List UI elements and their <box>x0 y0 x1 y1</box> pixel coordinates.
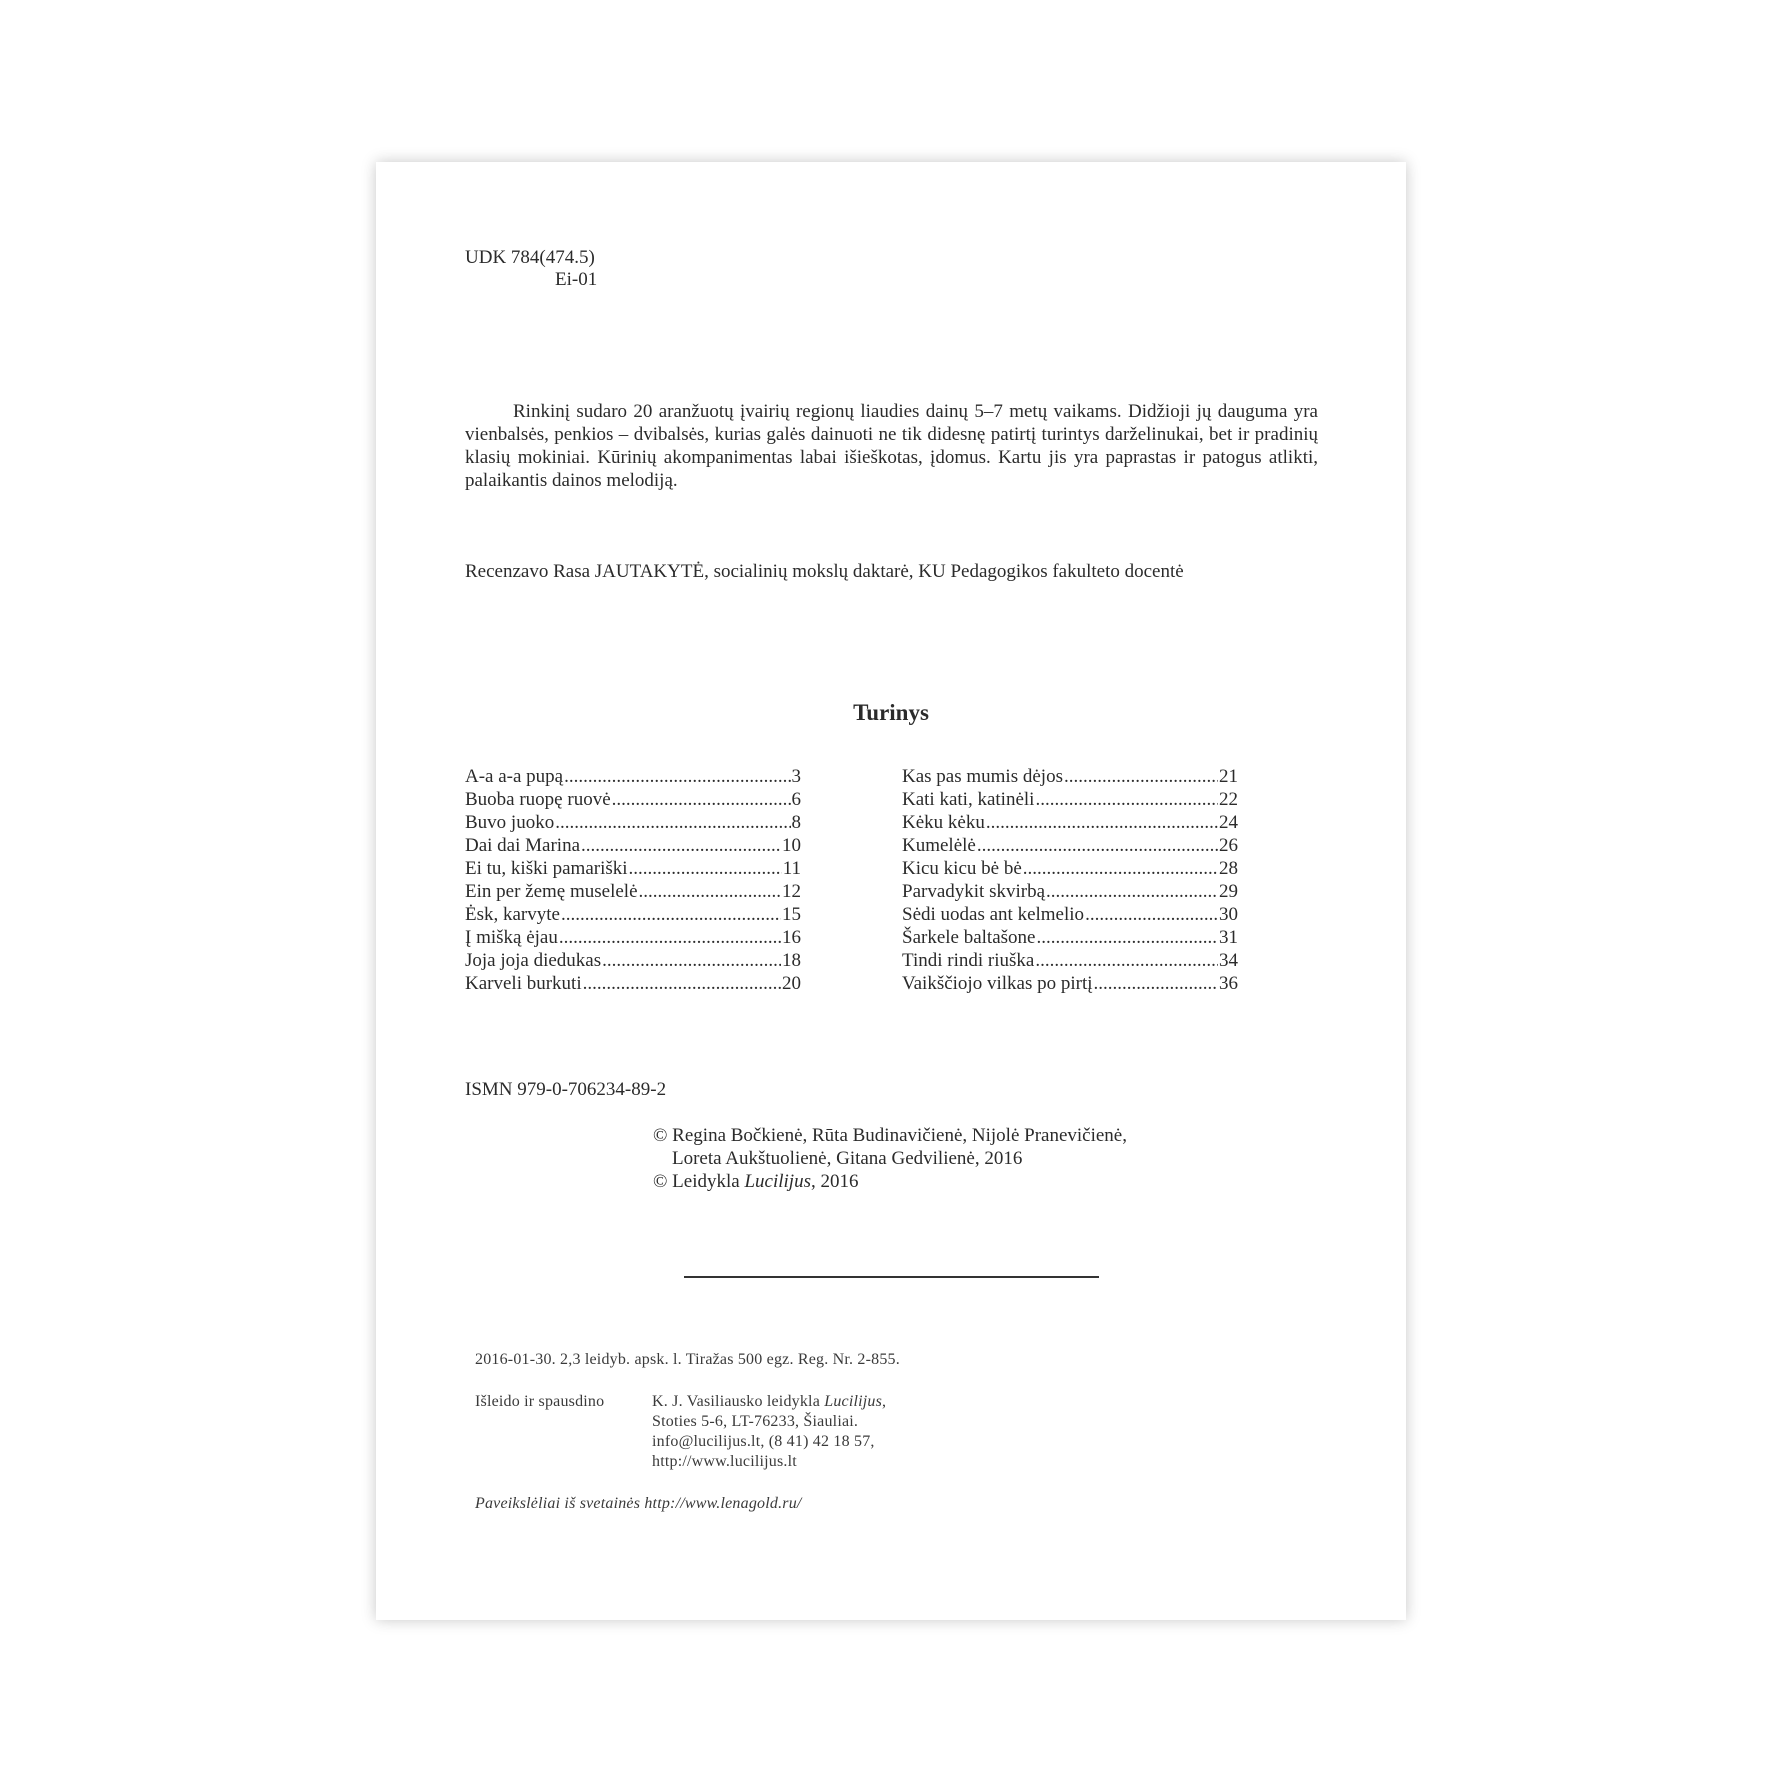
toc-entry-page: 3 <box>791 766 801 787</box>
toc-entry <box>465 903 801 926</box>
toc-entry-page: 21 <box>1219 766 1238 787</box>
toc-leader-dots <box>1085 903 1218 926</box>
toc-entry-title: Šarkele baltašone <box>902 927 1036 948</box>
toc-entry <box>902 926 1238 949</box>
toc-entry <box>902 903 1238 926</box>
toc-leader-dots <box>1036 926 1218 949</box>
toc-entry-page: 15 <box>782 904 801 925</box>
toc-entry <box>902 765 1238 788</box>
toc-left-column <box>465 765 801 995</box>
imprint-address: Stoties 5-6, LT-76233, Šiauliai. <box>652 1413 859 1430</box>
toc-entry <box>465 926 801 949</box>
toc-entry-page: 22 <box>1219 789 1238 810</box>
toc-entry-page: 24 <box>1219 812 1238 833</box>
toc-entry-page: 28 <box>1219 858 1238 879</box>
toc-leader-dots <box>629 857 782 880</box>
toc-entry-page: 18 <box>782 950 801 971</box>
publisher-name: Lucilijus <box>744 1171 811 1192</box>
toc-entry-page: 31 <box>1219 927 1238 948</box>
toc-entry-title: Ei tu, kiški pamariški <box>465 858 628 879</box>
toc-entry <box>902 834 1238 857</box>
copyright-prefix: © Leidykla <box>653 1171 745 1192</box>
toc-entry <box>465 972 801 995</box>
toc-entry-page: 10 <box>782 835 801 856</box>
toc-entry-title: Tindi rindi riuška <box>902 950 1035 971</box>
toc-leader-dots <box>612 788 791 811</box>
copyright-authors-line2: Loreta Aukštuolienė, Gitana Gedvilienė, 2016 <box>672 1148 1023 1169</box>
toc-entry-page: 34 <box>1219 950 1238 971</box>
toc-entry-title: Ėsk, karvyte <box>465 904 560 925</box>
imprint-publisher-suffix: , <box>882 1393 887 1410</box>
toc-entry-page: 30 <box>1219 904 1238 925</box>
toc-leader-dots <box>1023 857 1218 880</box>
toc-entry <box>902 949 1238 972</box>
toc-entry <box>465 765 801 788</box>
reviewer-line: Recenzavo Rasa JAUTAKYTĖ, socialinių mokslų daktarė, KU Pedagogikos fakulteto docentė <box>465 561 1184 582</box>
toc-leader-dots <box>1046 880 1218 903</box>
toc-entry-page: 20 <box>782 973 801 994</box>
toc-entry <box>902 811 1238 834</box>
toc-entry-page: 6 <box>791 789 801 810</box>
toc-entry-page: 16 <box>782 927 801 948</box>
toc-leader-dots <box>977 834 1218 857</box>
toc-leader-dots <box>559 926 781 949</box>
toc-entry-page: 8 <box>791 812 801 833</box>
toc-leader-dots <box>555 811 790 834</box>
toc-entry-title: Kėku kėku <box>902 812 985 833</box>
toc-entry <box>902 788 1238 811</box>
toc-entry-title: Kicu kicu bė bė <box>902 858 1022 879</box>
toc-entry-page: 12 <box>782 881 801 902</box>
toc-entry-title: A-a a-a pupą <box>465 766 564 787</box>
toc-entry <box>465 949 801 972</box>
udk-code: UDK 784(474.5) <box>465 247 595 268</box>
copyright-authors-line1: © Regina Bočkienė, Rūta Budinavičienė, Nijolė Pranevičienė, <box>653 1125 1127 1146</box>
toc-leader-dots <box>986 811 1218 834</box>
toc-leader-dots <box>564 765 790 788</box>
toc-entry-title: Kati kati, katinėli <box>902 789 1035 810</box>
toc-leader-dots <box>602 949 781 972</box>
imprint-publisher-prefix: K. J. Vasiliausko leidykla <box>652 1393 825 1410</box>
toc-title: Turinys <box>853 700 929 725</box>
imprint-published-label: Išleido ir spausdino <box>475 1393 605 1410</box>
toc-entry-page: 36 <box>1219 973 1238 994</box>
toc-leader-dots <box>639 880 781 903</box>
toc-entry-title: Parvadykit skvirbą <box>902 881 1046 902</box>
document-page <box>376 162 1406 1620</box>
toc-entry-title: Buoba ruopę ruovė <box>465 789 611 810</box>
toc-leader-dots <box>583 972 781 995</box>
udk-subcode: Ei-01 <box>555 269 598 290</box>
toc-entry-title: Joja joja diedukas <box>465 950 602 971</box>
toc-entry <box>465 788 801 811</box>
toc-leader-dots <box>561 903 781 926</box>
description-text: Rinkinį sudaro 20 aranžuotų įvairių regionų liaudies dainų 5–7 metų vaikams. Didžioji jų dauguma yra vienbalsės, penkios – dvibalsės, kurias galės dainuoti ne tik didesnę patirtį turintys darželinukai, bet ir pradinių klasių mokiniai. Kūrinių akompanimentas labai išieškotas, įdomus. Kartu jis yra paprastas ir patogus atlikti, palaikantis dainos melodiją. <box>465 401 1318 491</box>
toc-entry <box>465 880 801 903</box>
toc-entry-page: 29 <box>1219 881 1238 902</box>
imprint-date-line: 2016-01-30. 2,3 leidyb. apsk. l. Tiražas 500 egz. Reg. Nr. 2-855. <box>475 1351 900 1368</box>
toc-entry <box>465 811 801 834</box>
toc-entry-title: Sėdi uodas ant kelmelio <box>902 904 1085 925</box>
copyright-publisher <box>653 1170 858 1193</box>
toc-entry-title: Į mišką ėjau <box>465 927 558 948</box>
divider-line <box>684 1276 1099 1278</box>
imprint-contact: info@lucilijus.lt, (8 41) 42 18 57, <box>652 1433 875 1450</box>
description-paragraph <box>465 400 1318 492</box>
toc-entry-title: Kas pas mumis dėjos <box>902 766 1063 787</box>
toc-entry-page: 11 <box>782 858 801 879</box>
toc-entry-page: 26 <box>1219 835 1238 856</box>
imprint-publisher-name: Lucilijus <box>824 1393 883 1410</box>
imprint-website: http://www.lucilijus.lt <box>652 1453 797 1470</box>
toc-entry <box>465 857 801 880</box>
toc-leader-dots <box>1064 765 1218 788</box>
toc-entry <box>465 834 801 857</box>
toc-entry-title: Dai dai Marina <box>465 835 581 856</box>
toc-right-column <box>902 765 1238 995</box>
toc-entry <box>902 972 1238 995</box>
toc-entry-title: Karveli burkuti <box>465 973 582 994</box>
toc-entry-title: Buvo juoko <box>465 812 555 833</box>
toc-entry <box>902 857 1238 880</box>
toc-entry-title: Vaikščiojo vilkas po pirtį <box>902 973 1093 994</box>
pictures-credit: Paveikslėliai iš svetainės http://www.lenagold.ru/ <box>475 1495 802 1512</box>
toc-entry <box>902 880 1238 903</box>
imprint-publisher <box>652 1392 886 1412</box>
ismn-number: ISMN 979-0-706234-89-2 <box>465 1079 667 1100</box>
toc-entry-title: Kumelėlė <box>902 835 976 856</box>
toc-leader-dots <box>1094 972 1218 995</box>
toc-leader-dots <box>1035 949 1218 972</box>
toc-entry-title: Ein per žemę muselelė <box>465 881 638 902</box>
toc-leader-dots <box>581 834 781 857</box>
toc-leader-dots <box>1035 788 1218 811</box>
copyright-suffix: , 2016 <box>810 1171 859 1192</box>
